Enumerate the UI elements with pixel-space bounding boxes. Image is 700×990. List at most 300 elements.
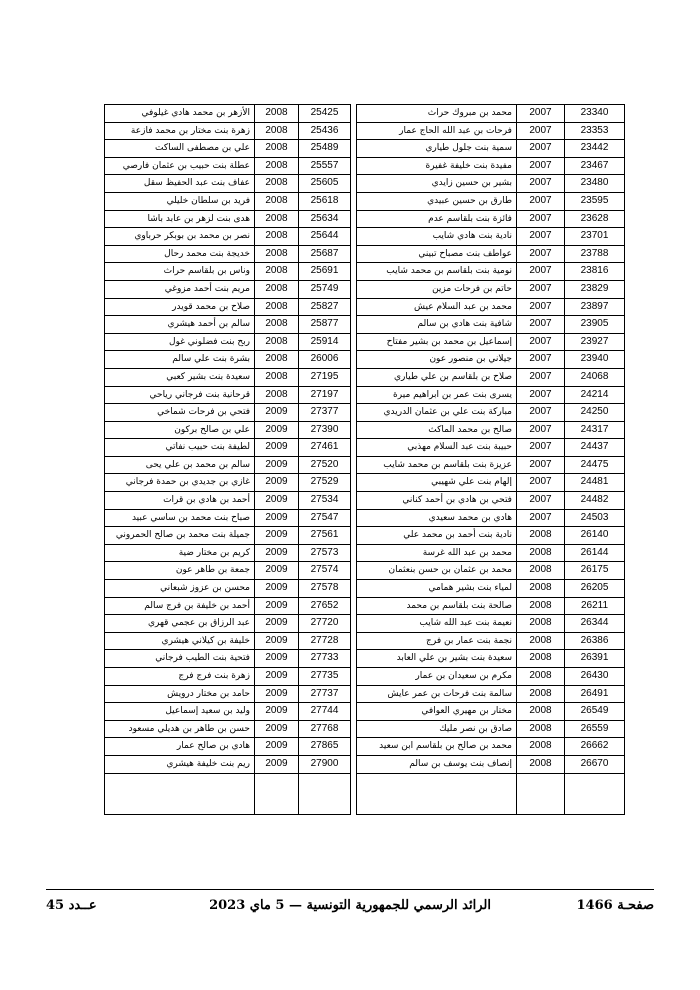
record-number: 26205 <box>565 580 625 598</box>
record-year: 2008 <box>255 298 299 316</box>
empty-cell <box>565 773 625 814</box>
table-row <box>357 509 625 527</box>
record-year: 2008 <box>255 245 299 263</box>
table-row <box>105 509 351 527</box>
table-row <box>357 439 625 457</box>
record-year: 2009 <box>255 421 299 439</box>
record-name: صلاح بن بلقاسم بن علي طياري <box>357 368 517 386</box>
record-year: 2009 <box>255 720 299 738</box>
record-name: مكرم بن سعيدان بن عمار <box>357 668 517 686</box>
record-number: 27390 <box>299 421 351 439</box>
record-number: 25691 <box>299 263 351 281</box>
record-year: 2007 <box>517 228 565 246</box>
record-name: بشرة بنت علي سالم <box>105 351 255 369</box>
record-name: يسرى بنت عمر بن ابراهيم ميرة <box>357 386 517 404</box>
record-number: 24214 <box>565 386 625 404</box>
table-row <box>357 210 625 228</box>
record-year: 2008 <box>255 333 299 351</box>
record-number: 27578 <box>299 580 351 598</box>
record-year: 2007 <box>517 280 565 298</box>
table-row <box>357 703 625 721</box>
record-year: 2007 <box>517 122 565 140</box>
record-year: 2008 <box>255 140 299 158</box>
record-number: 23897 <box>565 298 625 316</box>
record-name: جميلة بنت محمد بن صالح الحمروني <box>105 527 255 545</box>
record-number: 27652 <box>299 597 351 615</box>
table-row <box>357 263 625 281</box>
record-number: 27547 <box>299 509 351 527</box>
record-number: 27768 <box>299 720 351 738</box>
record-name: مباركة بنت علي بن عثمان الدريدي <box>357 404 517 422</box>
table-row <box>357 562 625 580</box>
record-number: 24317 <box>565 421 625 439</box>
record-name: حامد بن مختار درويش <box>105 685 255 703</box>
table-row <box>357 140 625 158</box>
record-name: نصر بن محمد بن بوبكر حرباوي <box>105 228 255 246</box>
record-name: صباح بنت محمد بن ساسي عبيد <box>105 509 255 527</box>
record-number: 26006 <box>299 351 351 369</box>
table-row <box>357 720 625 738</box>
empty-cell <box>299 773 351 814</box>
table-row <box>105 703 351 721</box>
record-name: جيلاني بن منصور عون <box>357 351 517 369</box>
record-year: 2009 <box>255 456 299 474</box>
record-year: 2008 <box>517 720 565 738</box>
record-number: 25644 <box>299 228 351 246</box>
record-name: وناس بن بلقاسم حراث <box>105 263 255 281</box>
table-row <box>105 738 351 756</box>
record-number: 23442 <box>565 140 625 158</box>
table-row <box>105 140 351 158</box>
record-name: حسن بن طاهر بن هديلي مسعود <box>105 720 255 738</box>
table-row <box>357 298 625 316</box>
table-row <box>357 368 625 386</box>
record-year: 2009 <box>255 685 299 703</box>
table-row <box>105 175 351 193</box>
record-name: خليفة بن كيلاني هيشري <box>105 632 255 650</box>
record-year: 2009 <box>255 668 299 686</box>
record-year: 2007 <box>517 351 565 369</box>
table-row <box>357 685 625 703</box>
record-year: 2007 <box>517 404 565 422</box>
record-name: محمد بن عبد السلام عيش <box>357 298 517 316</box>
table-row <box>105 122 351 140</box>
record-number: 25827 <box>299 298 351 316</box>
table-row <box>105 474 351 492</box>
table-row <box>357 351 625 369</box>
record-name: فتحي بن فرحات شماخي <box>105 404 255 422</box>
record-year: 2008 <box>255 351 299 369</box>
record-name: زهرة بنت مختار بن محمد فازعة <box>105 122 255 140</box>
record-year: 2008 <box>255 157 299 175</box>
record-name: نومية بنت بلقاسم بن محمد شايب <box>357 263 517 281</box>
table-row <box>357 632 625 650</box>
table-row <box>105 245 351 263</box>
record-number: 25634 <box>299 210 351 228</box>
record-number: 26386 <box>565 632 625 650</box>
record-number: 27461 <box>299 439 351 457</box>
record-name: حاتم بن فرحات مزين <box>357 280 517 298</box>
table-row <box>105 421 351 439</box>
table-row <box>357 580 625 598</box>
record-name: لطيفة بنت حبيب نفاتي <box>105 439 255 457</box>
record-year: 2009 <box>255 703 299 721</box>
table-row <box>105 316 351 334</box>
record-year: 2007 <box>517 509 565 527</box>
record-number: 24481 <box>565 474 625 492</box>
record-number: 27744 <box>299 703 351 721</box>
record-year: 2007 <box>517 298 565 316</box>
record-number: 26140 <box>565 527 625 545</box>
table-row <box>105 527 351 545</box>
record-year: 2009 <box>255 650 299 668</box>
record-name: محمد بن عبد الله غرسة <box>357 544 517 562</box>
table-row <box>357 650 625 668</box>
table-row <box>105 668 351 686</box>
record-number: 26559 <box>565 720 625 738</box>
record-name: قرحانية بنت فرجاني رياحي <box>105 386 255 404</box>
record-number: 27728 <box>299 632 351 650</box>
table-row <box>105 615 351 633</box>
record-year: 2007 <box>517 316 565 334</box>
record-number: 23788 <box>565 245 625 263</box>
record-number: 24503 <box>565 509 625 527</box>
record-number: 25749 <box>299 280 351 298</box>
record-name: مريم بنت أحمد مزوغي <box>105 280 255 298</box>
record-name: ريم بنت خليفة هيشري <box>105 755 255 773</box>
record-year: 2008 <box>517 580 565 598</box>
record-number: 23701 <box>565 228 625 246</box>
record-number: 23927 <box>565 333 625 351</box>
left-table-body <box>105 105 351 815</box>
record-number: 24482 <box>565 492 625 510</box>
record-year: 2008 <box>517 527 565 545</box>
record-year: 2007 <box>517 492 565 510</box>
record-number: 27377 <box>299 404 351 422</box>
record-name: وليد بن سعيد إسماعيل <box>105 703 255 721</box>
record-number: 26391 <box>565 650 625 668</box>
record-name: مختار بن مهيري العوافي <box>357 703 517 721</box>
record-year: 2009 <box>255 544 299 562</box>
record-number: 27529 <box>299 474 351 492</box>
record-year: 2007 <box>517 192 565 210</box>
record-number: 26175 <box>565 562 625 580</box>
record-number: 26144 <box>565 544 625 562</box>
record-name: بشير بن حسين زايدي <box>357 175 517 193</box>
footer-page-number: صفحـة 1466 <box>576 898 654 913</box>
record-name: هادي بن محمد سعيدي <box>357 509 517 527</box>
record-name: نادية بنت هادي شايب <box>357 228 517 246</box>
record-number: 26211 <box>565 597 625 615</box>
table-row <box>105 280 351 298</box>
record-number: 27534 <box>299 492 351 510</box>
table-row-empty <box>357 773 625 814</box>
empty-cell <box>357 773 517 814</box>
record-year: 2009 <box>255 439 299 457</box>
record-year: 2008 <box>517 703 565 721</box>
table-row <box>105 562 351 580</box>
record-year: 2008 <box>517 685 565 703</box>
record-year: 2009 <box>255 527 299 545</box>
record-year: 2008 <box>517 615 565 633</box>
record-number: 26491 <box>565 685 625 703</box>
table-row <box>105 755 351 773</box>
record-number: 25557 <box>299 157 351 175</box>
record-year: 2008 <box>517 668 565 686</box>
record-number: 25687 <box>299 245 351 263</box>
record-number: 27195 <box>299 368 351 386</box>
record-year: 2007 <box>517 105 565 123</box>
table-row <box>357 456 625 474</box>
table-row <box>357 316 625 334</box>
table-row <box>357 404 625 422</box>
record-name: لمياء بنت بشير همامي <box>357 580 517 598</box>
record-name: عواطف بنت مصباح تبيني <box>357 245 517 263</box>
record-number: 23816 <box>565 263 625 281</box>
record-number: 26430 <box>565 668 625 686</box>
record-name: حبيبة بنت عبد السلام مهذبي <box>357 439 517 457</box>
record-number: 25605 <box>299 175 351 193</box>
record-year: 2007 <box>517 263 565 281</box>
record-number: 27735 <box>299 668 351 686</box>
record-year: 2009 <box>255 755 299 773</box>
record-year: 2007 <box>517 210 565 228</box>
record-year: 2007 <box>517 157 565 175</box>
record-year: 2007 <box>517 245 565 263</box>
table-row <box>105 298 351 316</box>
record-number: 25436 <box>299 122 351 140</box>
record-year: 2008 <box>255 122 299 140</box>
table-row <box>105 105 351 123</box>
record-name: جمعة بن طاهر عون <box>105 562 255 580</box>
record-name: محسن بن عزوز شبعاني <box>105 580 255 598</box>
record-number: 27720 <box>299 615 351 633</box>
table-row <box>357 492 625 510</box>
record-number: 27573 <box>299 544 351 562</box>
record-name: طارق بن حسين عبيدي <box>357 192 517 210</box>
record-year: 2008 <box>517 650 565 668</box>
empty-cell <box>105 773 255 814</box>
record-number: 26662 <box>565 738 625 756</box>
record-year: 2007 <box>517 333 565 351</box>
table-row <box>357 668 625 686</box>
footer-journal-title: الرائد الرسمي للجمهورية التونسية — 5 ماي 2023 <box>209 898 491 913</box>
record-name: صلاح بن محمد قويدر <box>105 298 255 316</box>
table-row <box>105 456 351 474</box>
record-year: 2007 <box>517 474 565 492</box>
record-year: 2008 <box>255 105 299 123</box>
record-number: 27574 <box>299 562 351 580</box>
table-row <box>357 175 625 193</box>
table-row <box>105 544 351 562</box>
record-name: عطلة بنت حبيب بن عثمان فارصي <box>105 157 255 175</box>
record-year: 2008 <box>255 210 299 228</box>
table-row <box>357 228 625 246</box>
record-name: الأزهر بن محمد هادي غيلوفي <box>105 105 255 123</box>
record-number: 23628 <box>565 210 625 228</box>
record-name: علي بن صالح بركون <box>105 421 255 439</box>
record-number: 23480 <box>565 175 625 193</box>
table-row <box>105 351 351 369</box>
table-row <box>357 122 625 140</box>
record-name: محمد بن صالح بن بلقاسم ابن سعيد <box>357 738 517 756</box>
record-name: فريد بن سلطان خليلي <box>105 192 255 210</box>
record-year: 2007 <box>517 439 565 457</box>
record-name: عزيزة بنت بلقاسم بن محمد شايب <box>357 456 517 474</box>
record-name: هادي بن صالح عمار <box>105 738 255 756</box>
record-name: صالح بن محمد الماكث <box>357 421 517 439</box>
record-year: 2007 <box>517 368 565 386</box>
record-name: أحمد بن هادي بن قرات <box>105 492 255 510</box>
table-row <box>105 263 351 281</box>
record-year: 2008 <box>517 632 565 650</box>
table-row <box>357 386 625 404</box>
record-number: 26549 <box>565 703 625 721</box>
empty-cell <box>255 773 299 814</box>
table-row <box>357 333 625 351</box>
record-number: 25877 <box>299 316 351 334</box>
table-row <box>357 738 625 756</box>
record-year: 2009 <box>255 632 299 650</box>
record-number: 24475 <box>565 456 625 474</box>
record-year: 2008 <box>517 755 565 773</box>
record-year: 2007 <box>517 386 565 404</box>
record-number: 23829 <box>565 280 625 298</box>
record-number: 27900 <box>299 755 351 773</box>
table-row <box>357 245 625 263</box>
record-year: 2008 <box>255 228 299 246</box>
table-row <box>105 650 351 668</box>
record-year: 2009 <box>255 562 299 580</box>
left-records-table <box>104 104 351 815</box>
record-number: 24068 <box>565 368 625 386</box>
table-row <box>357 597 625 615</box>
record-year: 2008 <box>517 597 565 615</box>
record-year: 2009 <box>255 615 299 633</box>
record-name: خديجة بنت محمد رحال <box>105 245 255 263</box>
record-number: 26670 <box>565 755 625 773</box>
record-year: 2009 <box>255 738 299 756</box>
record-year: 2007 <box>517 175 565 193</box>
table-row <box>105 192 351 210</box>
record-year: 2008 <box>255 316 299 334</box>
table-row <box>357 105 625 123</box>
empty-cell <box>517 773 565 814</box>
record-name: سمية بنت جلول طياري <box>357 140 517 158</box>
table-row <box>357 280 625 298</box>
record-number: 24437 <box>565 439 625 457</box>
table-row <box>357 755 625 773</box>
record-year: 2009 <box>255 597 299 615</box>
record-year: 2009 <box>255 509 299 527</box>
record-number: 26344 <box>565 615 625 633</box>
record-number: 25425 <box>299 105 351 123</box>
record-year: 2008 <box>255 192 299 210</box>
record-number: 23353 <box>565 122 625 140</box>
record-name: محمد بن مبروك حراث <box>357 105 517 123</box>
table-row <box>105 492 351 510</box>
table-row <box>105 368 351 386</box>
record-name: سالم بن أحمد هيشري <box>105 316 255 334</box>
table-row <box>105 597 351 615</box>
table-row <box>105 439 351 457</box>
record-number: 23467 <box>565 157 625 175</box>
record-year: 2008 <box>255 386 299 404</box>
record-name: محمد بن عثمان بن حسن بنعثمان <box>357 562 517 580</box>
table-row <box>105 720 351 738</box>
record-name: عبد الرزاق بن عجمي قهري <box>105 615 255 633</box>
record-year: 2008 <box>517 738 565 756</box>
table-row <box>105 632 351 650</box>
record-name: نادية بنت أحمد بن محمد علي <box>357 527 517 545</box>
record-year: 2008 <box>255 280 299 298</box>
table-row <box>105 580 351 598</box>
record-name: علي بن مصطفى الساكت <box>105 140 255 158</box>
record-number: 25914 <box>299 333 351 351</box>
record-name: صالحة بنت بلقاسم بن محمد <box>357 597 517 615</box>
record-name: سالم بن محمد بن علي يحى <box>105 456 255 474</box>
record-name: ربح بنت فضلوني غول <box>105 333 255 351</box>
record-number: 25618 <box>299 192 351 210</box>
table-row <box>105 228 351 246</box>
record-name: فرحات بن عبد الله الحاج عمار <box>357 122 517 140</box>
table-row <box>105 210 351 228</box>
record-number: 27520 <box>299 456 351 474</box>
record-name: مفيدة بنت خليفة غفيرة <box>357 157 517 175</box>
record-name: إلهام بنت علي شهيبي <box>357 474 517 492</box>
record-year: 2009 <box>255 492 299 510</box>
record-year: 2008 <box>255 175 299 193</box>
record-name: أحمد بن خليفة بن فرج سالم <box>105 597 255 615</box>
record-year: 2009 <box>255 474 299 492</box>
record-year: 2008 <box>255 368 299 386</box>
table-row <box>105 333 351 351</box>
record-number: 27197 <box>299 386 351 404</box>
record-number: 23905 <box>565 316 625 334</box>
record-number: 24250 <box>565 404 625 422</box>
record-number: 27561 <box>299 527 351 545</box>
record-name: فتحية بنت الطيب فرجاني <box>105 650 255 668</box>
record-name: نعيمة بنت عبد الله شايب <box>357 615 517 633</box>
record-year: 2007 <box>517 421 565 439</box>
footer-issue-number: عــدد 45 <box>46 898 97 913</box>
record-number: 27865 <box>299 738 351 756</box>
record-year: 2007 <box>517 140 565 158</box>
record-name: إسماعيل بن محمد بن بشير مفتاح <box>357 333 517 351</box>
record-name: هدى بنت لزهر بن عابد باشا <box>105 210 255 228</box>
record-name: سعيدة بنت بشير كعبي <box>105 368 255 386</box>
record-number: 25489 <box>299 140 351 158</box>
table-row <box>357 527 625 545</box>
record-name: شافية بنت هادي بن سالم <box>357 316 517 334</box>
right-table-body <box>357 105 625 815</box>
table-row <box>357 615 625 633</box>
record-name: كريم بن مختار ضية <box>105 544 255 562</box>
record-number: 23340 <box>565 105 625 123</box>
table-row <box>357 544 625 562</box>
record-name: صادق بن نصر مليك <box>357 720 517 738</box>
record-name: فتحي بن هادي بن أحمد كناني <box>357 492 517 510</box>
record-name: زهرة بنت فرج فرج <box>105 668 255 686</box>
record-year: 2008 <box>517 562 565 580</box>
record-number: 23595 <box>565 192 625 210</box>
record-name: إنصاف بنت يوسف بن سالم <box>357 755 517 773</box>
record-name: عفاف بنت عبد الحفيظ سقل <box>105 175 255 193</box>
table-row <box>357 474 625 492</box>
table-row <box>357 192 625 210</box>
record-number: 27737 <box>299 685 351 703</box>
record-year: 2007 <box>517 456 565 474</box>
